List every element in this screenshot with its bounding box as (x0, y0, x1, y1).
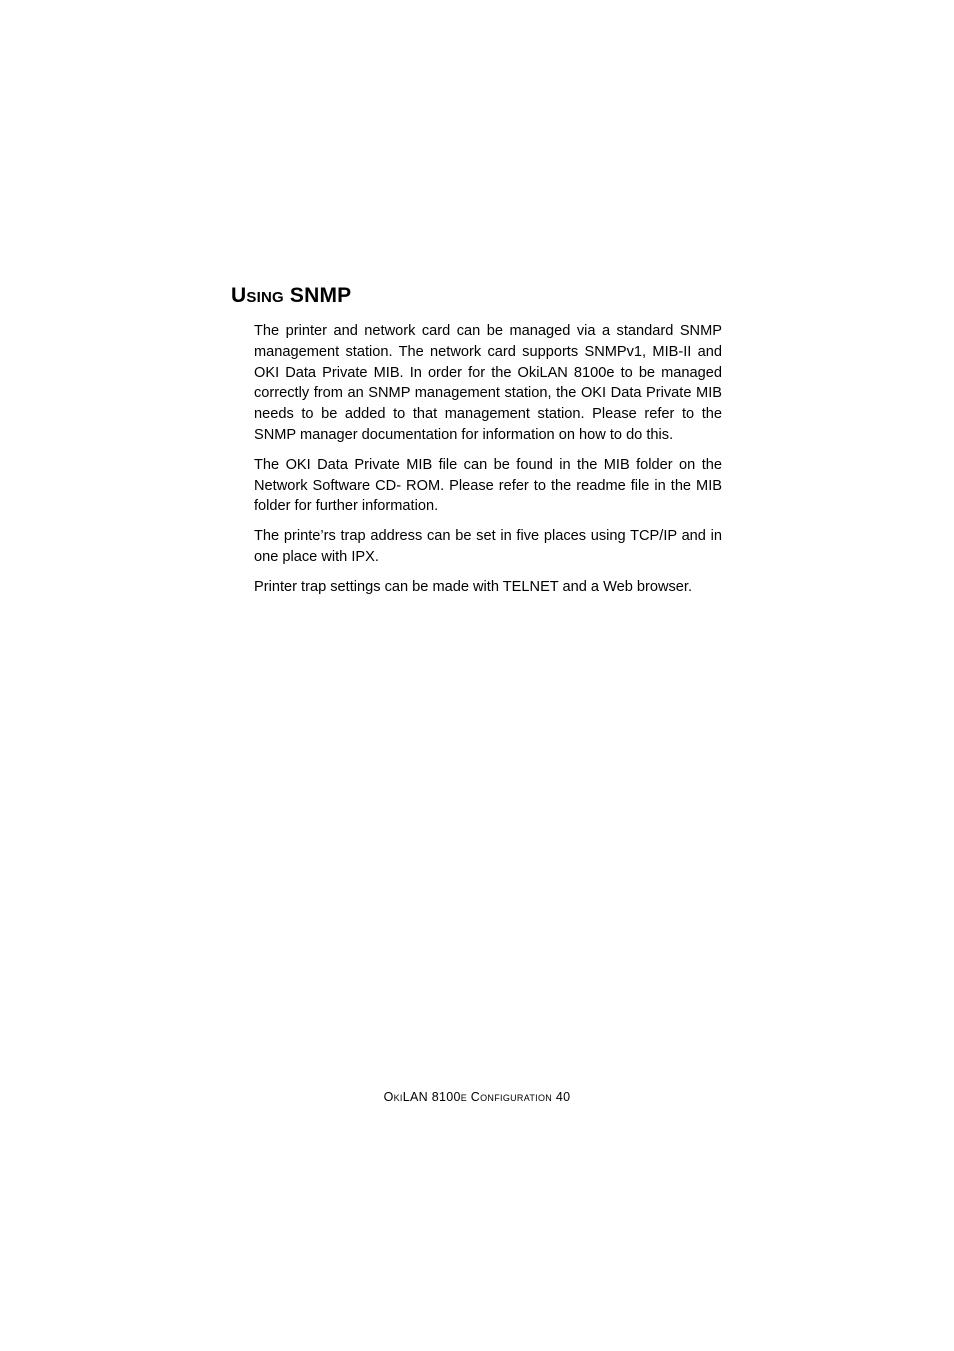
paragraph-snmp-management: The printer and network card can be managed via a standard SNMP management station. The network card supports SNMPv1, MIB-II and OKI Data Private MIB. In order for the OkiLAN 8100e to be managed correctly from an SNMP management station, the OKI Data Private MIB needs to be added to that management station. Please refer to the SNMP manager documentation for information on how to do this. (254, 323, 722, 443)
paragraph-trap-address: The printe’rs trap address can be set in five places using TCP/IP and in one place with IPX. (254, 528, 722, 565)
page-footer (0, 1089, 954, 1105)
body-text (254, 321, 722, 607)
paragraph-trap-settings: Printer trap settings can be made with TELNET and a Web browser. (254, 578, 693, 595)
page-number: 40 (555, 1090, 571, 1104)
section-heading: Using SNMP (231, 284, 352, 307)
footer-title: OkiLAN 8100e Configuration (383, 1090, 553, 1104)
paragraph-mib-file: The OKI Data Private MIB file can be found in the MIB folder on the Network Software CD- ROM. Please refer to the readme file in the MIB folder for further information. (254, 456, 722, 515)
